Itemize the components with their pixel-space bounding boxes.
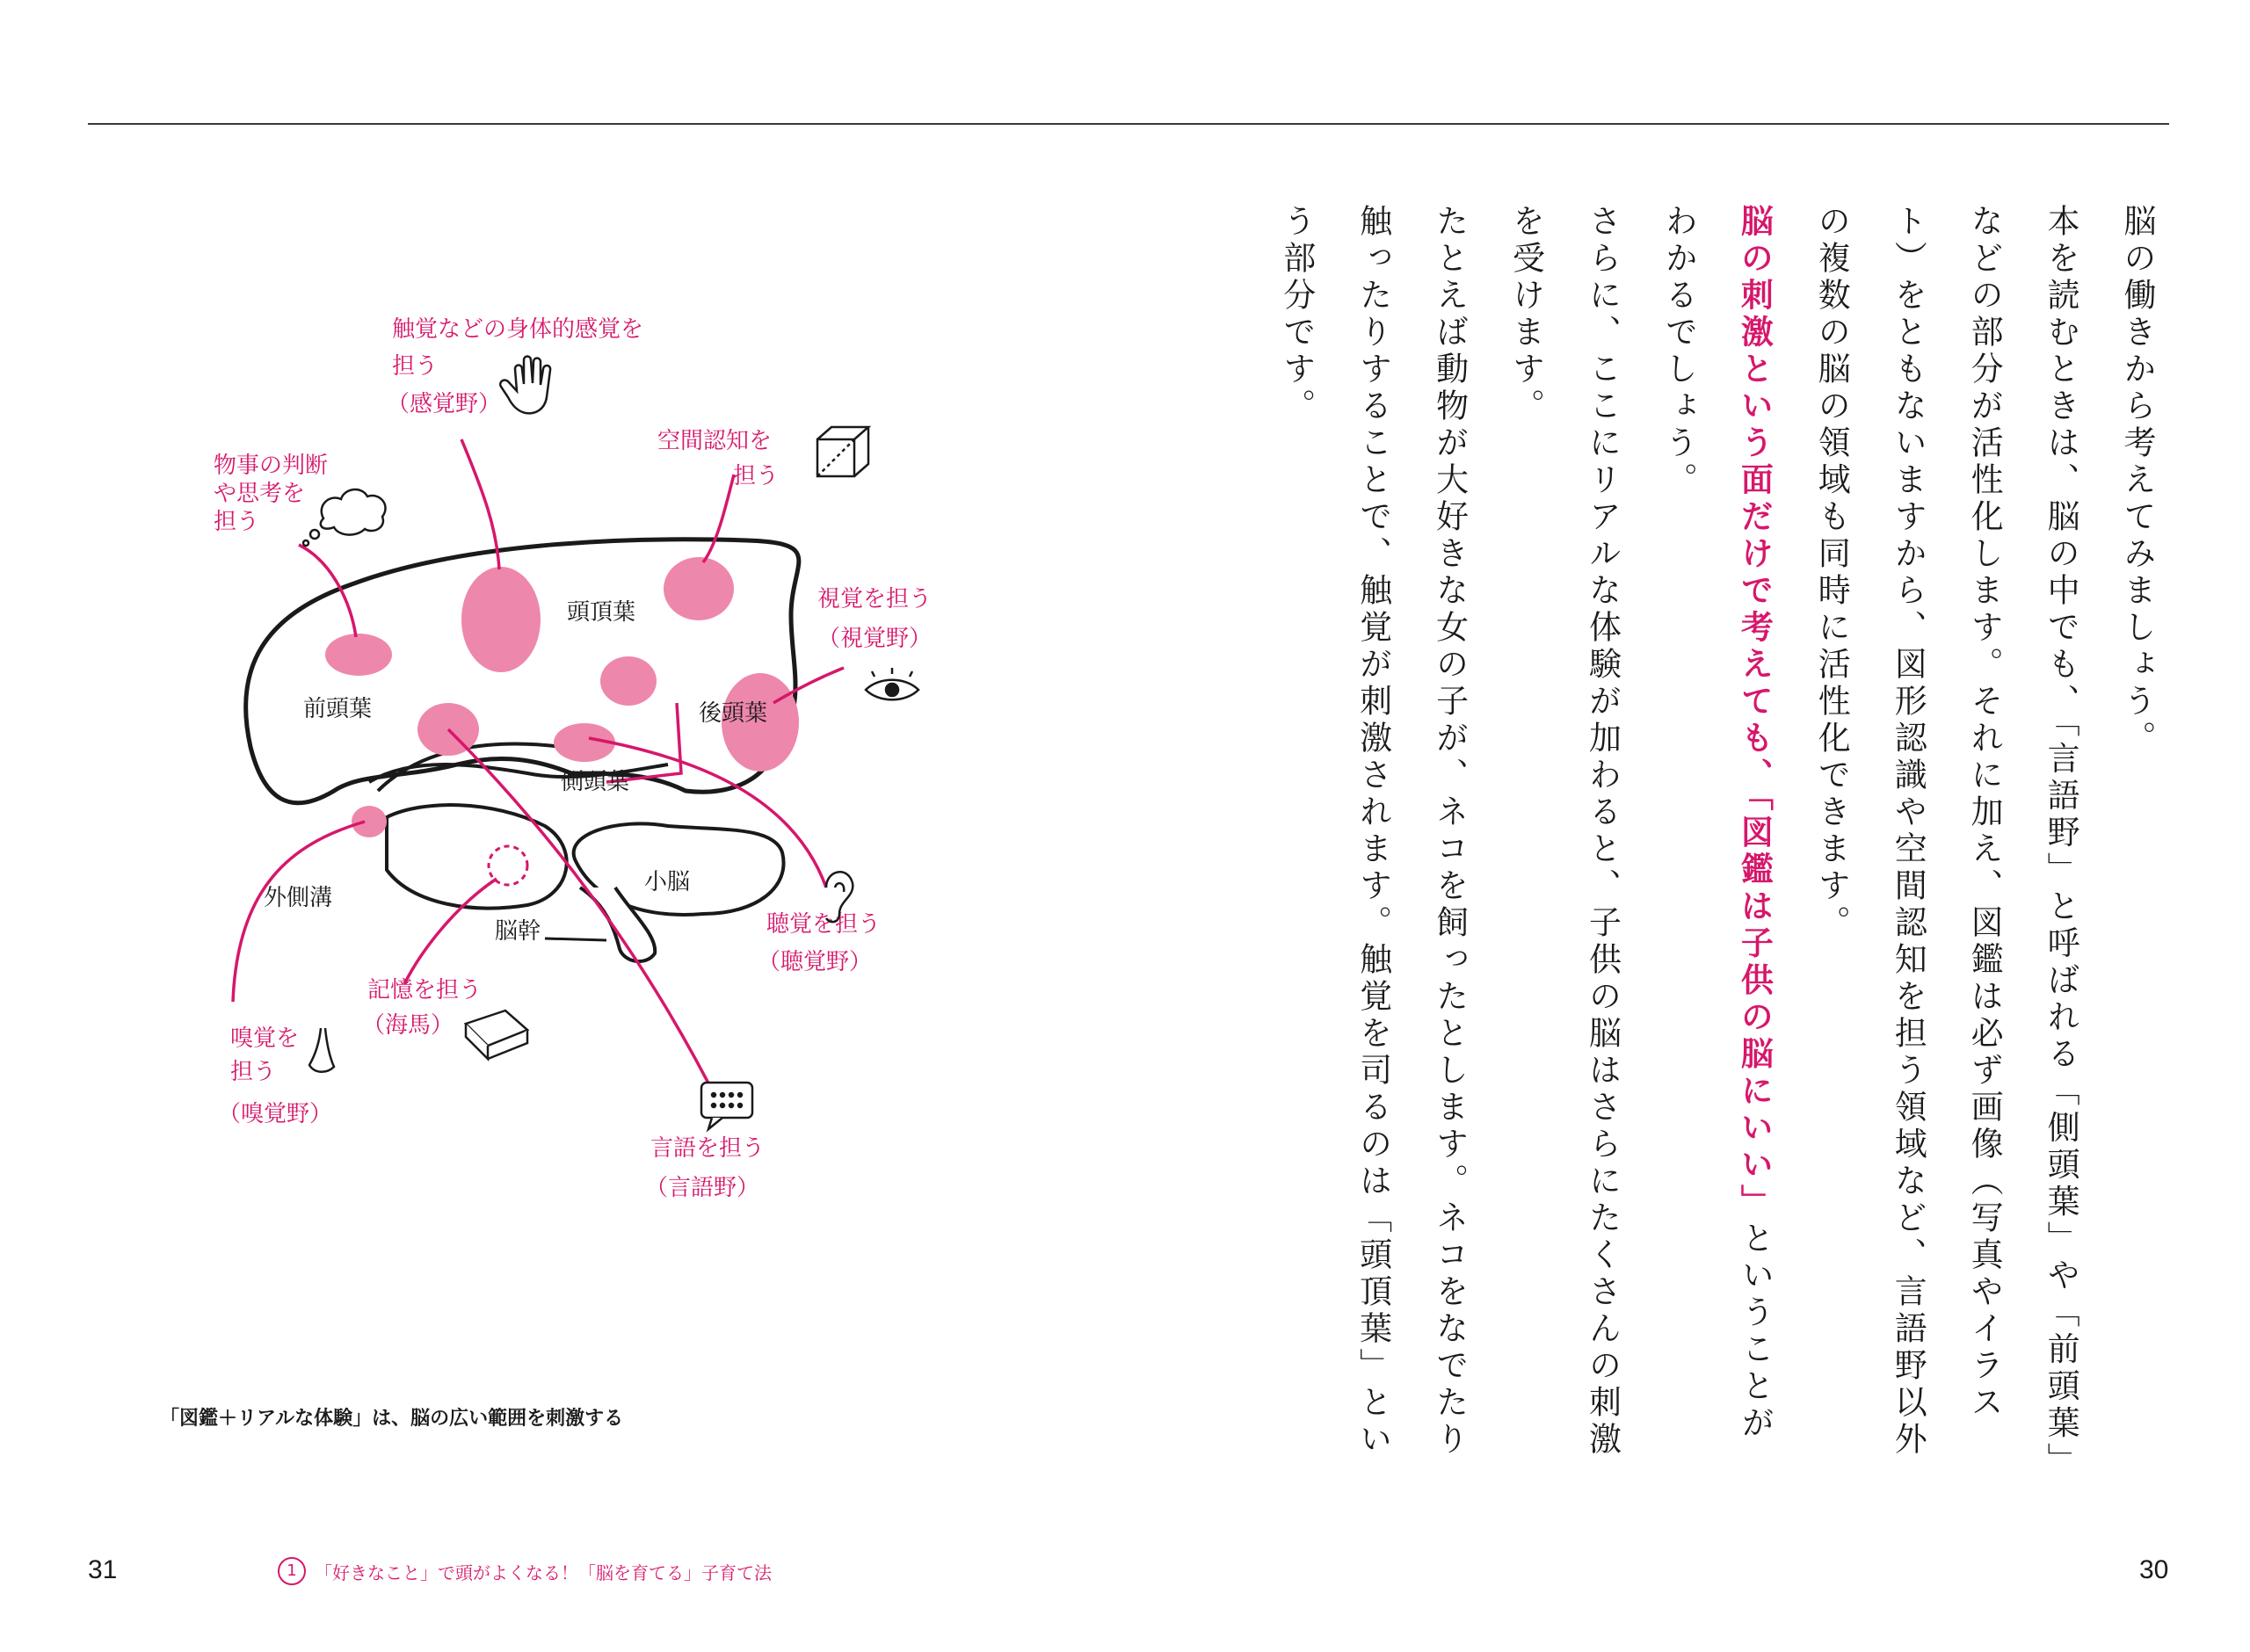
- anno-hearing-2: （聴覚野）: [758, 949, 873, 975]
- paragraph-4: さらに、ここにリアルな体験が加わると、子供の脳はさらにたくさんの刺激を受けます。: [1506, 204, 1622, 1459]
- cube-icon: [817, 427, 868, 476]
- anno-spatial-1: 空間認知を: [657, 428, 773, 454]
- speech-icon: [701, 1083, 752, 1129]
- anno-visual-1: 視覚を担う: [817, 586, 933, 612]
- paragraph-3: [1639, 204, 1792, 1469]
- anno-smell-1: 嗅覚を: [230, 1025, 300, 1052]
- label-brainstem: 脳幹: [495, 918, 541, 945]
- spot-smell: [352, 806, 387, 837]
- chapter-number-badge: 1: [278, 1557, 306, 1585]
- anno-memory-2: （海馬）: [362, 1012, 454, 1039]
- spot-sensory: [461, 567, 541, 672]
- anno-sensory-3: （感覚野）: [387, 391, 502, 417]
- paragraph-5: たとえば動物が大好きな女の子が、ネコを飼ったとします。ネコをなでたり触ったりすることで、触覚が刺激されます。触覚を司るのは「頭頂葉」という部分です。: [1277, 204, 1469, 1459]
- anno-hearing-1: 聴覚を担う: [766, 911, 882, 938]
- book-icon: [466, 1011, 527, 1059]
- anno-sensory-1: 触覚などの身体的感覚を: [392, 316, 644, 343]
- label-frontal: 前頭葉: [303, 696, 373, 722]
- anno-memory-1: 記憶を担う: [367, 977, 483, 1004]
- label-parietal: 頭頂葉: [567, 599, 636, 626]
- hand-icon: [500, 357, 550, 414]
- paragraph-3-rest: ということがわかるでしょう。: [1659, 204, 1775, 1443]
- anno-thinking-2: や思考を: [214, 481, 306, 507]
- page-number-left: 31: [88, 1555, 118, 1584]
- anno-thinking-1: 物事の判断: [214, 453, 329, 479]
- paragraph-2: 本を読むときは、脳の中でも、「言語野」と呼ばれる「側頭葉」や「前頭葉」などの部分が活性化します。それに加え、図鑑は必ず画像（写真やイラスト）をともないますから、図形認識や空間認知を担う領域など、言語野以外の複数の脳の領域も同時に活性化できます。: [1812, 204, 2080, 1463]
- page-number-right: 30: [2139, 1555, 2169, 1584]
- label-lateral-sulcus: 外側溝: [264, 885, 333, 911]
- label-cerebellum: 小脳: [644, 869, 691, 895]
- anno-language-2: （言語野）: [645, 1175, 760, 1201]
- spot-mid: [600, 656, 657, 706]
- nose-icon: [309, 1028, 334, 1072]
- anno-smell-3: （嗅覚野）: [218, 1101, 333, 1127]
- body-text: [1258, 204, 2174, 1469]
- anno-smell-2: 担う: [230, 1059, 277, 1085]
- label-temporal: 側頭葉: [561, 769, 630, 795]
- anno-sensory-2: 担う: [392, 353, 439, 380]
- brainstem-pointer: [545, 938, 606, 940]
- cloud-icon: [303, 489, 386, 546]
- paragraph-3-highlight: 脳の刺激という面だけで考えても、「図鑑は子供の脳にいい」: [1735, 204, 1775, 1221]
- anno-language-1: 言語を担う: [650, 1135, 766, 1162]
- figure-caption: 「図鑑＋リアルな体験」は、脳の広い範囲を刺激する: [160, 1408, 624, 1430]
- chapter-title: 「好きなこと」で頭がよくなる！「脳を育てる」子育て法: [315, 1561, 772, 1583]
- anno-thinking-3: 担う: [214, 509, 260, 535]
- paragraph-1: 脳の働きから考えてみましょう。: [2118, 204, 2156, 757]
- anno-spatial-2: 担う: [733, 463, 780, 489]
- anno-visual-2: （視覚野）: [817, 626, 933, 652]
- chapter-footer: [278, 1557, 772, 1585]
- spot-spatial: [664, 557, 734, 620]
- spot-frontal: [325, 634, 392, 676]
- label-occipital: 後頭葉: [699, 700, 768, 727]
- eye-icon: [866, 668, 918, 699]
